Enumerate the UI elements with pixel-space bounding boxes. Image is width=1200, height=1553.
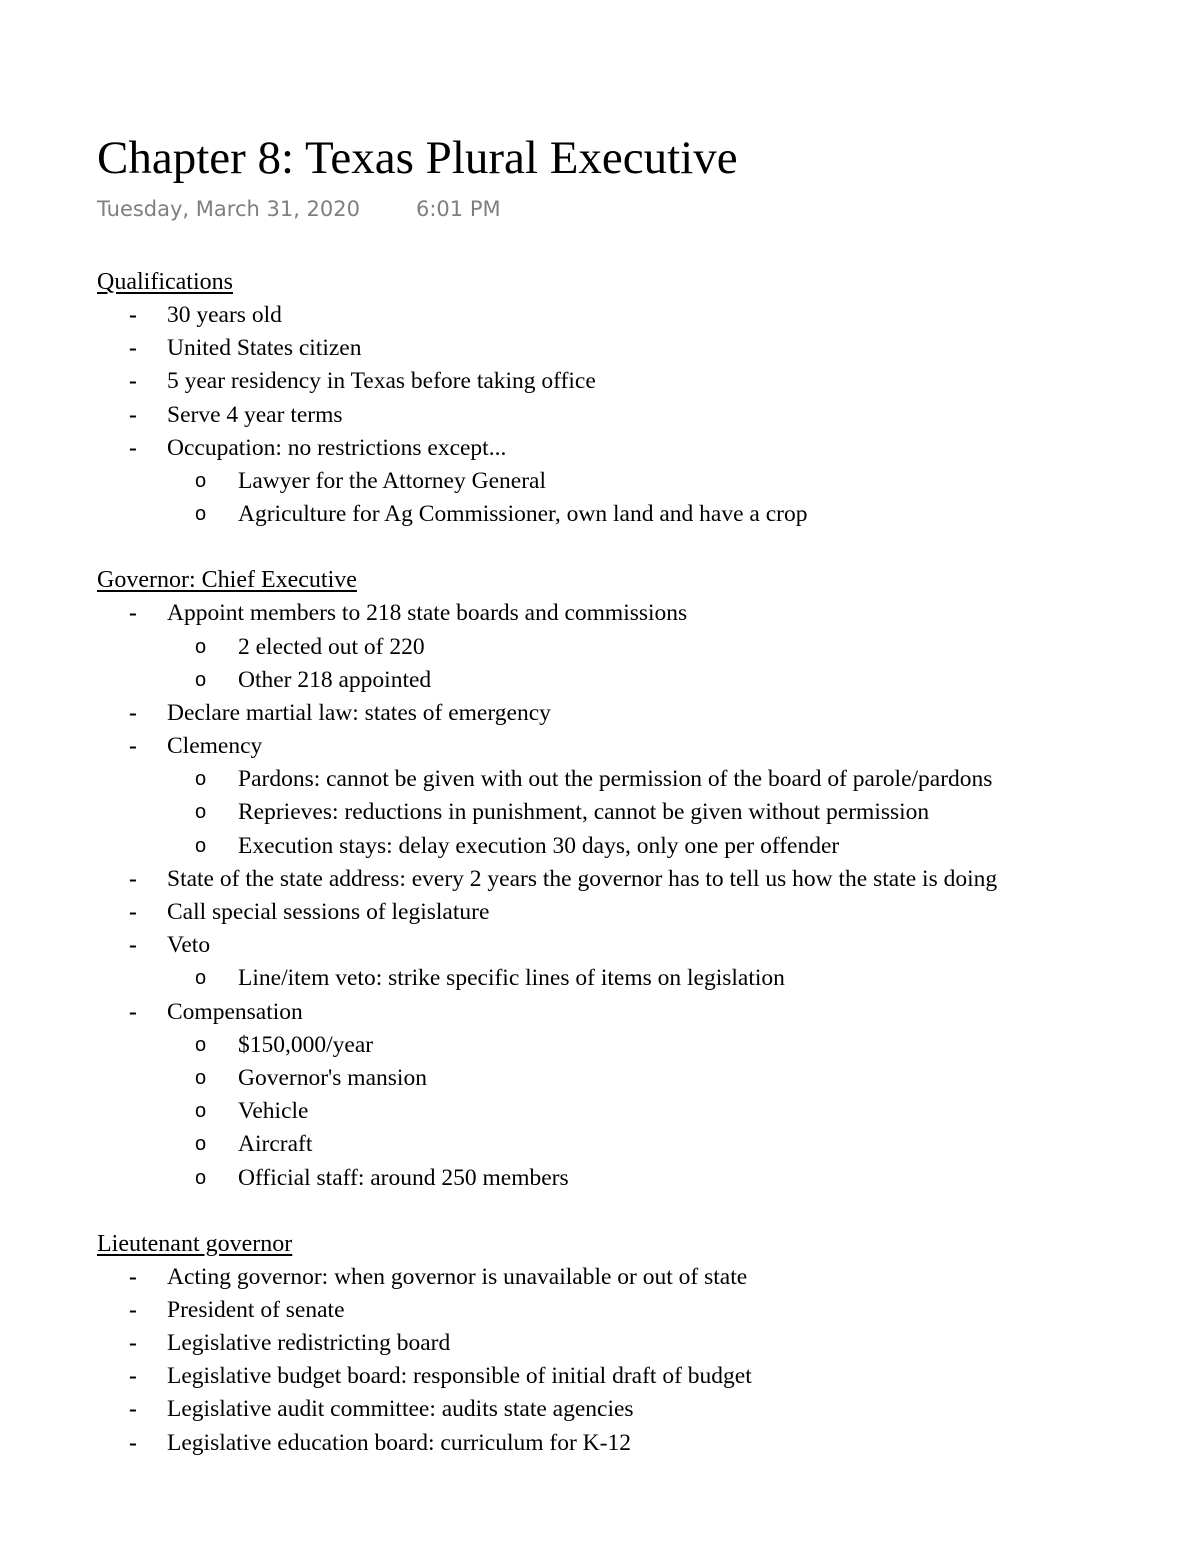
page-title: Chapter 8: Texas Plural Executive bbox=[97, 132, 738, 184]
list-item-text: State of the state address: every 2 years the governor has to tell us how the state is doing bbox=[167, 865, 998, 892]
sub-list-item-row bbox=[97, 631, 1187, 664]
circle-bullet-icon: o bbox=[195, 635, 207, 658]
sub-list-item-row bbox=[97, 763, 1187, 796]
list-item-row bbox=[97, 332, 1187, 365]
list-item-row bbox=[97, 1294, 1187, 1327]
list-item-row bbox=[97, 365, 1187, 398]
sub-list-item-text: $150,000/year bbox=[238, 1031, 374, 1058]
circle-bullet-icon: o bbox=[195, 801, 207, 824]
sub-list-item-text: Official staff: around 250 members bbox=[238, 1164, 569, 1191]
list-item bbox=[97, 1294, 1187, 1327]
section bbox=[97, 1228, 1187, 1460]
section bbox=[97, 266, 1187, 531]
bullet-list bbox=[97, 1261, 1187, 1460]
circle-bullet-icon: o bbox=[195, 469, 207, 492]
list-item bbox=[97, 1360, 1187, 1393]
sub-list-item-row bbox=[97, 664, 1187, 697]
list-item-row bbox=[97, 597, 1187, 630]
sub-bullet-list bbox=[97, 962, 1187, 995]
sub-list-item bbox=[97, 763, 1187, 796]
sub-list-item bbox=[97, 1095, 1187, 1128]
dash-bullet-icon: - bbox=[129, 434, 137, 461]
sub-list-item bbox=[97, 1162, 1187, 1195]
list-item bbox=[97, 597, 1187, 697]
sub-list-item bbox=[97, 631, 1187, 664]
section-heading: Qualifications bbox=[97, 269, 233, 295]
bullet-list bbox=[97, 597, 1187, 1194]
list-item-text: Declare martial law: states of emergency bbox=[167, 699, 551, 726]
circle-bullet-icon: o bbox=[195, 1033, 207, 1056]
sub-list-item bbox=[97, 1128, 1187, 1161]
dash-bullet-icon: - bbox=[129, 998, 137, 1025]
dash-bullet-icon: - bbox=[129, 865, 137, 892]
sub-list-item-row bbox=[97, 1062, 1187, 1095]
dash-bullet-icon: - bbox=[129, 600, 137, 627]
list-item-text: Legislative redistricting board bbox=[167, 1330, 451, 1357]
section-heading: Governor: Chief Executive bbox=[97, 567, 357, 594]
list-item-row bbox=[97, 299, 1187, 332]
dash-bullet-icon: - bbox=[129, 302, 137, 328]
list-item-text: 5 year residency in Texas before taking office bbox=[167, 368, 596, 395]
list-item-row bbox=[97, 929, 1187, 962]
list-item-text: Veto bbox=[167, 932, 211, 959]
sub-list-item-row bbox=[97, 796, 1187, 829]
bullet-list bbox=[97, 299, 1187, 531]
circle-bullet-icon: o bbox=[195, 768, 207, 791]
sub-list-item bbox=[97, 962, 1187, 995]
sub-list-item-text: Lawyer for the Attorney General bbox=[238, 467, 546, 494]
dash-bullet-icon: - bbox=[129, 1363, 137, 1390]
list-item-row bbox=[97, 863, 1187, 896]
sub-list-item-row bbox=[97, 962, 1187, 995]
list-item bbox=[97, 432, 1187, 532]
list-item bbox=[97, 896, 1187, 929]
circle-bullet-icon: o bbox=[195, 503, 207, 526]
list-item-text: Legislative budget board: responsible of initial draft of budget bbox=[167, 1363, 752, 1390]
sub-list-item-row bbox=[97, 1095, 1187, 1128]
list-item-row bbox=[97, 896, 1187, 929]
list-item-text: 30 years old bbox=[167, 302, 282, 328]
section-heading: Lieutenant governor bbox=[97, 1230, 293, 1257]
list-item bbox=[97, 697, 1187, 730]
sub-list-item bbox=[97, 830, 1187, 863]
sub-list-item-text: Vehicle bbox=[238, 1098, 309, 1125]
sub-list-item-text: Agriculture for Ag Commissioner, own land and have a crop bbox=[238, 501, 808, 528]
sub-list-item bbox=[97, 498, 1187, 531]
list-item-row bbox=[97, 730, 1187, 763]
list-item-text: Compensation bbox=[167, 998, 303, 1025]
dash-bullet-icon: - bbox=[129, 401, 137, 428]
sub-list-item-text: Line/item veto: strike specific lines of items on legislation bbox=[238, 965, 785, 992]
list-item-row bbox=[97, 1427, 1187, 1460]
sub-bullet-list bbox=[97, 763, 1187, 863]
sub-list-item bbox=[97, 1062, 1187, 1095]
sub-list-item bbox=[97, 465, 1187, 498]
circle-bullet-icon: o bbox=[195, 1066, 207, 1089]
sub-bullet-list bbox=[97, 631, 1187, 697]
dash-bullet-icon: - bbox=[129, 1330, 137, 1357]
list-item-row bbox=[97, 996, 1187, 1029]
sub-list-item-row bbox=[97, 465, 1187, 498]
list-item bbox=[97, 863, 1187, 896]
dash-bullet-icon: - bbox=[129, 932, 137, 959]
list-item bbox=[97, 1427, 1187, 1460]
circle-bullet-icon: o bbox=[195, 668, 207, 691]
circle-bullet-icon: o bbox=[195, 1100, 207, 1123]
list-item-row bbox=[97, 1360, 1187, 1393]
section bbox=[97, 564, 1187, 1194]
dash-bullet-icon: - bbox=[129, 1396, 137, 1423]
list-item-text: Legislative audit committee: audits state agencies bbox=[167, 1396, 634, 1423]
sub-list-item-row bbox=[97, 1128, 1187, 1161]
list-item-text: Acting governor: when governor is unavailable or out of state bbox=[167, 1263, 748, 1290]
sub-list-item-row bbox=[97, 830, 1187, 863]
sub-bullet-list bbox=[97, 465, 1187, 531]
sub-list-item-text: Aircraft bbox=[238, 1131, 313, 1158]
dash-bullet-icon: - bbox=[129, 699, 137, 726]
sub-list-item-text: Pardons: cannot be given with out the permission of the board of parole/pardons bbox=[238, 766, 993, 793]
sub-list-item-row bbox=[97, 498, 1187, 531]
sub-list-item-text: 2 elected out of 220 bbox=[238, 633, 425, 660]
list-item-row bbox=[97, 1327, 1187, 1360]
list-item-text: Appoint members to 218 state boards and commissions bbox=[167, 600, 688, 627]
dash-bullet-icon: - bbox=[129, 368, 137, 395]
sub-list-item-text: Reprieves: reductions in punishment, cannot be given without permission bbox=[238, 799, 930, 826]
dash-bullet-icon: - bbox=[129, 899, 137, 925]
circle-bullet-icon: o bbox=[195, 834, 207, 857]
list-item-row bbox=[97, 1261, 1187, 1294]
list-item bbox=[97, 399, 1187, 432]
list-item-row bbox=[97, 697, 1187, 730]
list-item-text: United States citizen bbox=[167, 335, 362, 362]
list-item bbox=[97, 730, 1187, 863]
circle-bullet-icon: o bbox=[195, 967, 207, 990]
note-body bbox=[97, 266, 1187, 1456]
list-item-text: Call special sessions of legislature bbox=[167, 899, 490, 925]
list-item bbox=[97, 1393, 1187, 1426]
list-item-row bbox=[97, 1393, 1187, 1426]
sub-list-item-row bbox=[97, 1029, 1187, 1062]
dash-bullet-icon: - bbox=[129, 733, 137, 760]
list-item bbox=[97, 1261, 1187, 1294]
list-item bbox=[97, 332, 1187, 365]
list-item-text: Clemency bbox=[167, 733, 263, 760]
list-item bbox=[97, 365, 1187, 398]
list-item-text: Legislative education board: curriculum for K-12 bbox=[167, 1429, 631, 1456]
list-item bbox=[97, 299, 1187, 332]
list-item-text: President of senate bbox=[167, 1296, 345, 1323]
dash-bullet-icon: - bbox=[129, 1296, 137, 1323]
list-item-text: Occupation: no restrictions except... bbox=[167, 434, 507, 461]
list-item-row bbox=[97, 432, 1187, 465]
sub-list-item bbox=[97, 1029, 1187, 1062]
sub-list-item-row bbox=[97, 1162, 1187, 1195]
note-time: 6:01 PM bbox=[416, 197, 501, 221]
sub-list-item bbox=[97, 796, 1187, 829]
list-item-row bbox=[97, 399, 1187, 432]
list-item bbox=[97, 929, 1187, 995]
circle-bullet-icon: o bbox=[195, 1166, 207, 1189]
dash-bullet-icon: - bbox=[129, 335, 137, 362]
sub-bullet-list bbox=[97, 1029, 1187, 1195]
sub-list-item-text: Other 218 appointed bbox=[238, 666, 432, 693]
dash-bullet-icon: - bbox=[129, 1263, 137, 1290]
sub-list-item-text: Governor's mansion bbox=[238, 1064, 427, 1091]
sub-list-item-text: Execution stays: delay execution 30 days, only one per offender bbox=[238, 832, 840, 859]
sub-list-item bbox=[97, 664, 1187, 697]
circle-bullet-icon: o bbox=[195, 1133, 207, 1156]
list-item-text: Serve 4 year terms bbox=[167, 401, 343, 428]
dash-bullet-icon: - bbox=[129, 1429, 137, 1456]
list-item bbox=[97, 996, 1187, 1195]
note-timestamp bbox=[97, 194, 501, 224]
list-item bbox=[97, 1327, 1187, 1360]
note-date: Tuesday, March 31, 2020 bbox=[97, 197, 360, 221]
